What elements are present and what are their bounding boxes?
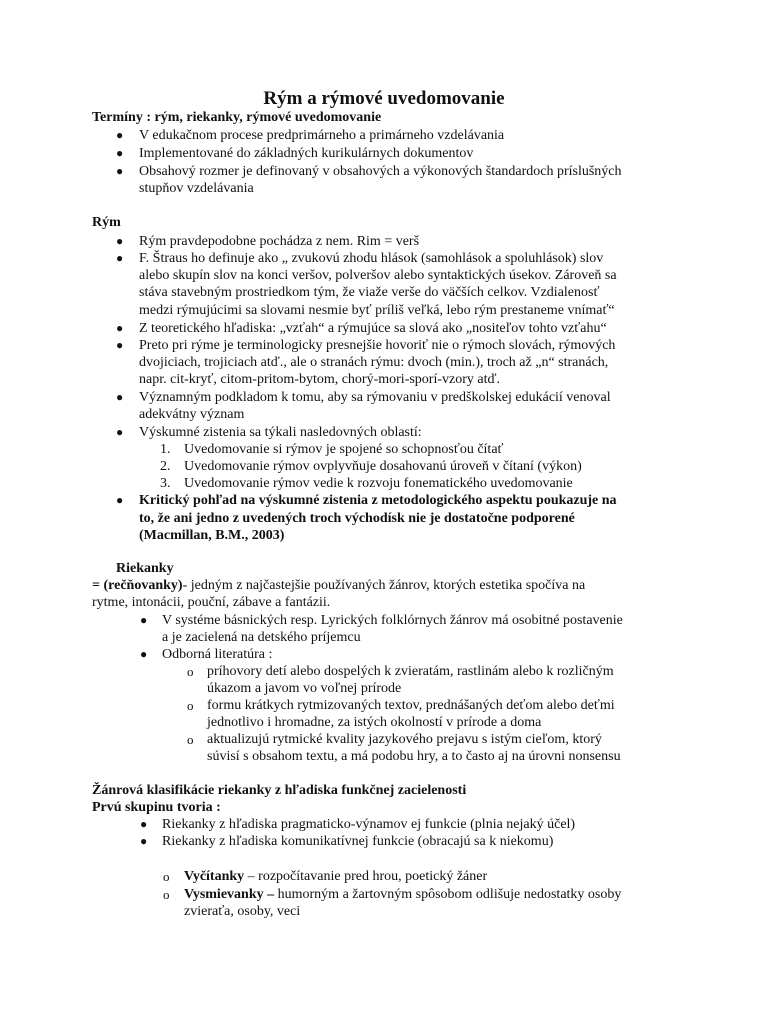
subitem-2-line1: formu krátkych rytmizovaných textov, prednášaných deťom alebo deťmi: [207, 698, 615, 713]
subitem-1-line2: úkazom a javom vo voľnej prírode: [207, 681, 402, 696]
circle-bullet-icon: o: [163, 887, 170, 902]
rym-item-4-line1: Preto pri rýme je terminologicky presnejšie hovoriť nie o rýmoch slovách, rýmových: [139, 338, 616, 353]
page-title: Rým a rýmové uvedomovanie: [263, 88, 505, 109]
klas-sub-2-bold: Vysmievanky –: [184, 887, 275, 902]
klas-sub-1-bold: Vyčítanky: [184, 869, 245, 884]
rym-item-1: Rým pravdepodobne pochádza z nem. Rim = verš: [139, 234, 420, 249]
riekanky-definition-line2: rytme, intonácii, pouční, zábave a fantázii.: [92, 595, 331, 610]
rym-item-4-line3: napr. cit-kryť, citom-pritom-bytom, chorý-mori-sporí-vzory atď.: [139, 372, 501, 387]
subitem-2-line2: jednotlivo i hromadne, za istých okolností v prírode a doma: [207, 715, 542, 730]
critical-line2: to, že ani jedno z uvedených troch východísk nie je dostatočne podporené: [139, 511, 575, 526]
bullet-icon: ●: [140, 613, 148, 627]
numbered-item-3: Uvedomovanie rýmov vedie k rozvoju fonematického uvedomovanie: [184, 476, 573, 491]
rym-item-2-line2: alebo skupín slov na konci veršov, polveršov alebo syntaktických úsekov. Zároveň sa: [139, 268, 617, 283]
rym-item-2-line3: stáva stavebným prostriedkom tým, že viaže verše do väčších celkov. Vzdialenosť: [139, 285, 600, 300]
riekanky-definition: [92, 577, 585, 595]
terms-item-3-line2: stupňov vzdelávania: [139, 181, 254, 196]
bullet-icon: ●: [116, 128, 124, 142]
terms-item-2: Implementované do základných kurikulárnych dokumentov: [139, 146, 474, 161]
critical-line1: Kritický pohľad na výskumné zistenia z metodologického aspektu poukazuje na: [139, 493, 617, 508]
bullet-icon: ●: [116, 164, 124, 178]
circle-bullet-icon: o: [187, 732, 194, 747]
rym-heading: Rým: [92, 215, 121, 230]
rym-item-6: Výskumné zistenia sa týkali nasledovných oblastí:: [139, 425, 422, 440]
riekanky-item-1-line1: V systéme básnických resp. Lyrických folklórnych žánrov má osobitné postavenie: [162, 613, 623, 628]
riekanky-item-2: Odborná literatúra :: [162, 647, 273, 662]
circle-bullet-icon: o: [187, 698, 194, 713]
rym-item-5-line1: Významným podkladom k tomu, aby sa rýmovaniu v predškolskej edukácií venoval: [139, 390, 611, 405]
numbered-item-2: Uvedomovanie rýmov ovplyvňuje dosahovanú úroveň v čítaní (výkon): [184, 459, 582, 474]
bullet-icon: ●: [116, 251, 124, 265]
klas-sub-2: [184, 886, 621, 904]
klas-item-2: Riekanky z hľadiska komunikatívnej funkcie (obracajú sa k niekomu): [162, 834, 554, 849]
terms-heading: Termíny : rým, riekanky, rýmové uvedomovanie: [92, 110, 382, 125]
riekanky-definition-bold: = (rečňovanky): [92, 578, 183, 593]
bullet-icon: ●: [116, 390, 124, 404]
circle-bullet-icon: o: [163, 869, 170, 884]
subitem-1-line1: príhovory detí alebo dospelých k zvieratám, rastlinám alebo k rozličným: [207, 664, 614, 679]
riekanky-item-1-line2: a je zacielená na detského príjemcu: [162, 630, 361, 645]
subitem-3-line1: aktualizujú rytmické kvality jazykového prejavu s istým cieľom, ktorý: [207, 732, 602, 747]
bullet-icon: ●: [140, 817, 148, 831]
numbered-marker-2: 2.: [160, 459, 171, 474]
critical-line3: (Macmillan, B.M., 2003): [139, 528, 285, 543]
group-heading: Prvú skupinu tvoria :: [92, 800, 221, 815]
circle-bullet-icon: o: [187, 664, 194, 679]
bullet-icon: ●: [116, 234, 124, 248]
riekanky-definition-rest: - jedným z najčastejšie používaných žánrov, ktorých estetika spočíva na: [182, 578, 586, 593]
terms-item-3-line1: Obsahový rozmer je definovaný v obsahových a výkonových štandardoch príslušných: [139, 164, 622, 179]
klas-item-1: Riekanky z hľadiska pragmaticko-výnamov ej funkcie (plnia nejaký účel): [162, 817, 576, 832]
bullet-icon: ●: [116, 425, 124, 439]
rym-item-3: Z teoretického hľadiska: „vzťah“ a rýmujúce sa slová ako „nositeľov tohto vzťahu“: [139, 321, 607, 336]
numbered-marker-1: 1.: [160, 442, 171, 457]
bullet-icon: ●: [116, 146, 124, 160]
klas-sub-2-rest: humorným a žartovným spôsobom odlišuje nedostatky osoby: [274, 887, 622, 902]
rym-item-4-line2: dvojiciach, trojiciach atď., ale o stranách rýmu: dvoch (min.), troch až „n“ stranách,: [139, 355, 609, 370]
rym-item-2-line4: medzi rýmujúcimi sa slovami nesmie byť príliš veľká, lebo rým prestaneme vnímať“: [139, 303, 615, 318]
rym-item-2-line1: F. Štraus ho definuje ako „ zvukovú zhodu hlások (samohlások a spoluhlások) slov: [139, 251, 604, 266]
bullet-icon: ●: [140, 834, 148, 848]
bullet-icon: ●: [116, 493, 124, 507]
terms-item-1: V edukačnom procese predprimárneho a primárneho vzdelávania: [139, 128, 505, 143]
klasifikacia-heading: Žánrová klasifikácie riekanky z hľadiska funkčnej zacielenosti: [92, 783, 467, 798]
klas-sub-1: [184, 868, 487, 886]
bullet-icon: ●: [116, 321, 124, 335]
klas-sub-1-rest: – rozpočítavanie pred hrou, poetický žáner: [244, 869, 488, 884]
numbered-marker-3: 3.: [160, 476, 171, 491]
numbered-item-1: Uvedomovanie si rýmov je spojené so schopnosťou čítať: [184, 442, 504, 457]
klas-sub-2-line2: zvieraťa, osoby, veci: [184, 904, 301, 919]
subitem-3-line2: súvisí s obsahom textu, a má podobu hry, a to často aj na úrovni nonsensu: [207, 749, 621, 764]
rym-item-5-line2: adekvátny význam: [139, 407, 245, 422]
bullet-icon: ●: [116, 338, 124, 352]
bullet-icon: ●: [140, 647, 148, 661]
riekanky-heading: Riekanky: [116, 561, 174, 576]
